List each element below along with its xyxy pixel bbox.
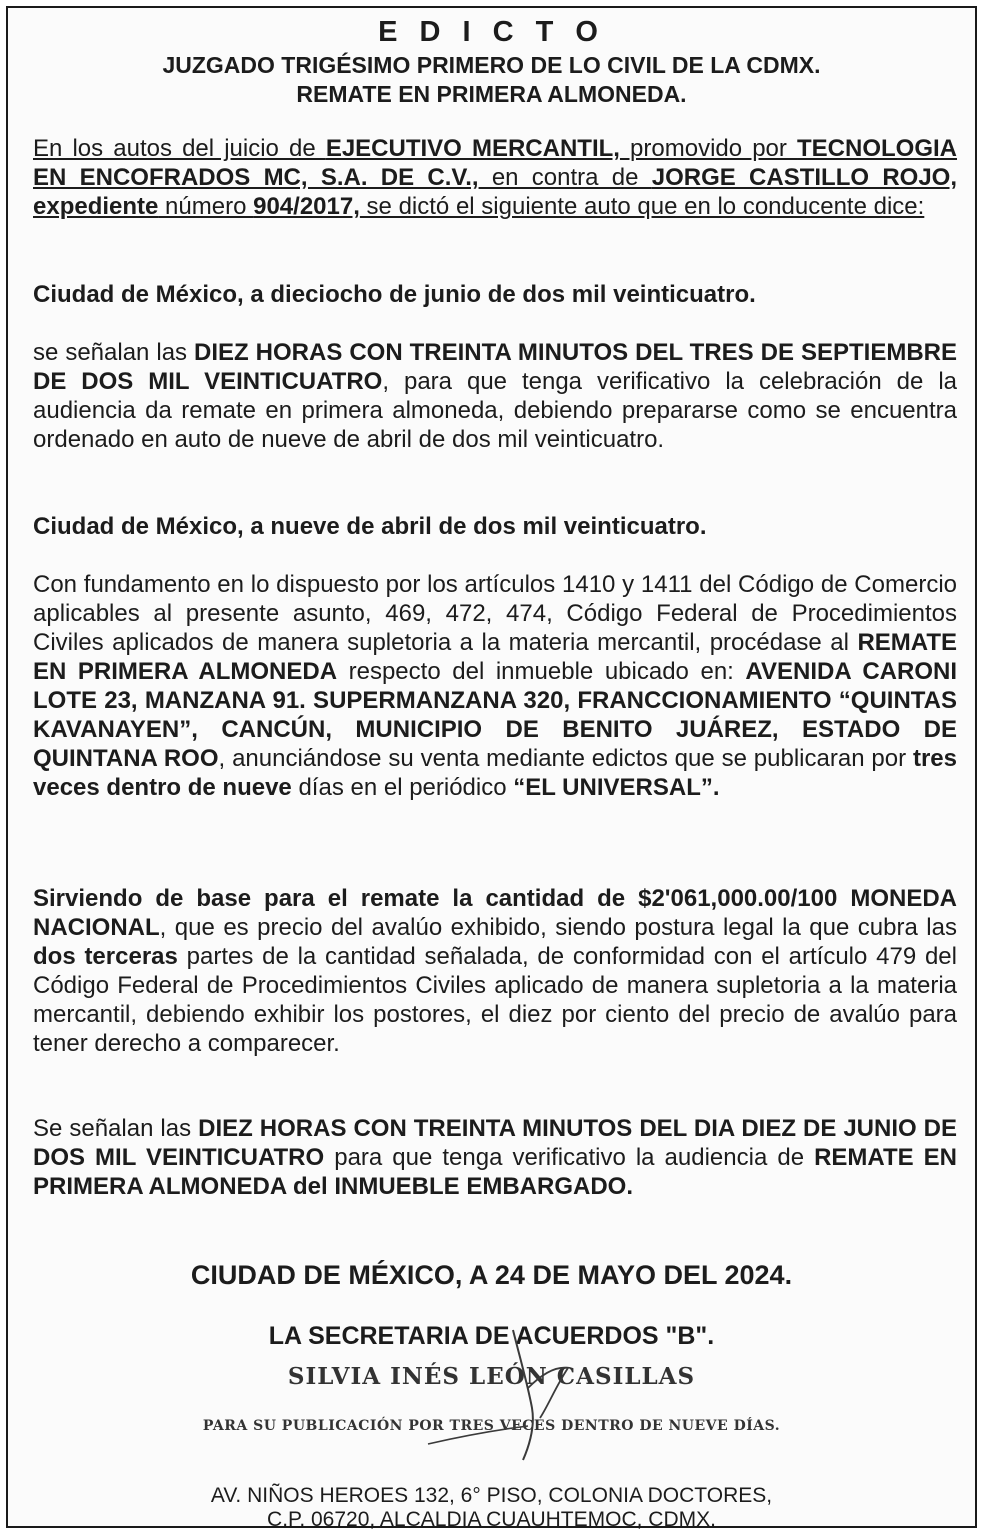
secretary-name: SILVIA INÉS LEÓN CASILLAS bbox=[287, 1363, 696, 1390]
address-line-2: C.P. 06720, ALCALDIA CUAUHTEMOC, CDMX. bbox=[267, 1508, 716, 1531]
base-price-text: , que es precio del avalúo exhibido, siendo postura legal la que cubra las bbox=[159, 914, 957, 941]
order-date-1: Ciudad de México, a dieciocho de junio de dos mil veinticuatro. bbox=[33, 281, 756, 308]
edict-document bbox=[6, 6, 977, 1531]
second-hearing-paragraph bbox=[33, 1114, 957, 1201]
publication-frequency: tres veces dentro de nueve bbox=[33, 745, 957, 801]
secretary-title: LA SECRETARIA DE ACUERDOS "B". bbox=[268, 1322, 715, 1350]
base-price: Sirviendo de base para el remate la cantidad de $2'061,000.00/100 MONEDA NACIONAL bbox=[33, 885, 957, 941]
case-number: 904/2017, bbox=[253, 193, 360, 220]
case-intro-text: En los autos del juicio de bbox=[33, 135, 326, 162]
property-text: Con fundamento en lo dispuesto por los artículos 1410 y 1411 del Código de Comercio aplicables al presente asunto, 469, 472, 474, Código Federal de Procedimientos Civiles aplicados de manera supletoria a la materia mercantil, procédase al bbox=[33, 571, 957, 656]
property-text: respecto del inmueble ubicado en: bbox=[337, 658, 746, 685]
trial-type: EJECUTIVO MERCANTIL, bbox=[325, 135, 620, 162]
property-text: días en el periódico bbox=[291, 774, 514, 801]
base-price-paragraph bbox=[33, 884, 957, 1058]
two-thirds: dos terceras bbox=[33, 943, 178, 970]
property-address: AVENIDA CARONI LOTE 23, MANZANA 91. SUPERMANZANA 320, FRANCCIONAMIENTO “QUINTAS KAVANAYEN”, CANCÚN, MUNICIPIO DE BENITO JUÁREZ, ESTADO DE QUINTANA ROO bbox=[33, 658, 958, 772]
case-intro-text: en contra de bbox=[478, 164, 652, 191]
document-title: E D I C T O bbox=[378, 16, 605, 48]
case-intro-paragraph bbox=[33, 134, 957, 221]
embargoed-property: REMATE EN PRIMERA ALMONEDA del INMUEBLE EMBARGADO. bbox=[33, 1144, 958, 1200]
court-name: JUZGADO TRIGÉSIMO PRIMERO DE LO CIVIL DE LA CDMX. bbox=[162, 52, 821, 78]
order-date-2: Ciudad de México, a nueve de abril de dos mil veinticuatro. bbox=[33, 513, 707, 540]
second-hearing-datetime: DIEZ HORAS CON TREINTA MINUTOS DEL DIA DIEZ DE JUNIO DE DOS MIL VEINTICUATRO bbox=[33, 1115, 958, 1171]
case-intro-text: número bbox=[158, 193, 254, 220]
hearing-paragraph bbox=[33, 338, 957, 454]
case-intro-text: promovido por bbox=[619, 135, 798, 162]
hearing-text: se señalan las bbox=[33, 339, 195, 366]
hearing-datetime: DIEZ HORAS CON TREINTA MINUTOS DEL TRES DE SEPTIEMBRE DE DOS MIL VEINTICUATRO bbox=[33, 339, 957, 395]
second-hearing-text: Se señalan las bbox=[33, 1115, 199, 1142]
auction-type: REMATE EN PRIMERA ALMONEDA bbox=[33, 629, 957, 685]
property-paragraph bbox=[33, 570, 957, 802]
property-text: , anunciándose su venta mediante edictos que se publicaran por bbox=[218, 745, 913, 772]
defendant-name: JORGE CASTILLO ROJO, expediente bbox=[33, 164, 957, 220]
base-price-text: partes de la cantidad señalada, de conformidad con el artículo 479 del Código Federal de Procedimientos Civiles aplicado de manera supletoria a la materia mercantil, debiendo exhibir los postores, el diez por ciento del precio de avalúo para tener derecho a comparecer. bbox=[33, 943, 957, 1057]
auction-heading: REMATE EN PRIMERA ALMONEDA. bbox=[296, 81, 687, 107]
second-hearing-text: para que tenga verificativo la audiencia de bbox=[324, 1144, 815, 1171]
case-intro-text: se dictó el siguiente auto que en lo conducente dice: bbox=[359, 193, 925, 220]
closing-date: CIUDAD DE MÉXICO, A 24 DE MAYO DEL 2024. bbox=[190, 1260, 793, 1290]
plaintiff-name: TECNOLOGIA EN ENCOFRADOS MC, S.A. DE C.V., bbox=[33, 135, 958, 191]
hearing-text: , para que tenga verificativo la celebración de la audiencia da remate en primera almoneda, debiendo prepararse como se encuentra ordenado en auto de nueve de abril de dos mil veinticuatro. bbox=[33, 368, 957, 453]
newspaper-name: “EL UNIVERSAL”. bbox=[513, 774, 720, 801]
address-line-1: AV. NIÑOS HEROES 132, 6° PISO, COLONIA DOCTORES, bbox=[210, 1484, 773, 1507]
publication-note: PARA SU PUBLICACIÓN POR TRES VECES DENTRO DE NUEVE DÍAS. bbox=[202, 1418, 781, 1434]
